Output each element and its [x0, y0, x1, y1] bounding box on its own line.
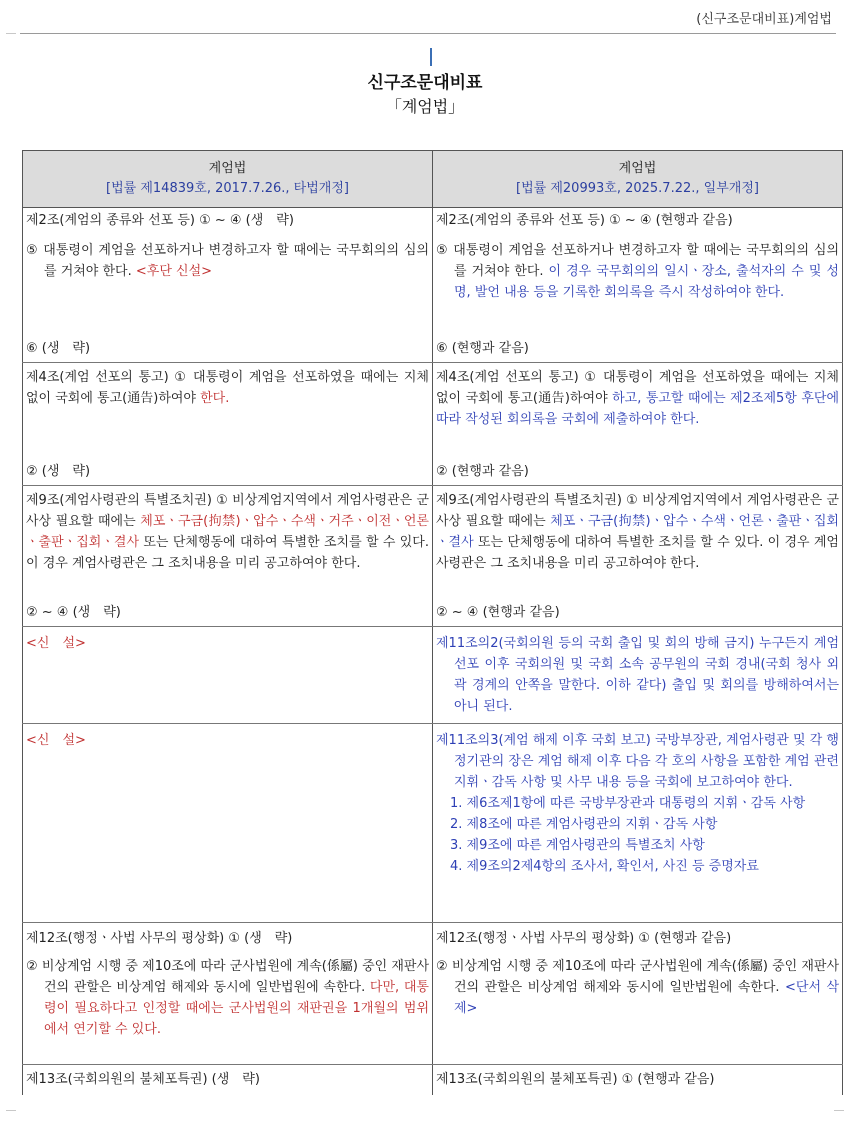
article-2-new-paragraph-6: ⑥ (현행과 같음): [436, 341, 529, 356]
new-cell: [433, 923, 843, 953]
page-corner-mark: [834, 1110, 844, 1121]
article-4-new-paragraph-1: [436, 367, 839, 430]
article-13-new-heading: 제13조(국회의원의 불체포특권) ① (현행과 같음): [436, 1072, 715, 1087]
article-9-new-paragraph-2: ② ~ ④ (현행과 같음): [436, 605, 560, 620]
table-row: [23, 724, 843, 923]
article-13-old-heading: 제13조(국회의원의 불체포특권) (생 략): [26, 1072, 260, 1087]
old-law-header: [23, 151, 433, 208]
table-row: [23, 600, 843, 627]
table-row: [23, 459, 843, 486]
paragraph-number: ⑤: [436, 243, 449, 258]
amended-text: 이 경우 국무회의의 일시ㆍ장소, 출석자의 수 및 성명, 발언 내용 등을 기록한 회의록을 즉시 작성하여야 한다.: [454, 264, 839, 300]
page-corner-mark: [6, 1110, 16, 1121]
table-row: [23, 486, 843, 601]
new-cell: [433, 363, 843, 460]
list-item: 1. 제6조제1항에 따른 국방부장관과 대통령의 지휘ㆍ감독 사항: [450, 796, 806, 811]
article-9-old-paragraph-1: [26, 490, 429, 574]
paragraph-text: 대통령이 계엄을 선포하거나 변경하고자 할 때에는 국무회의의 심의를 거쳐야 한다.: [43, 243, 429, 279]
article-11-3-old-new-provision-note: <신 설>: [26, 733, 86, 748]
paragraph-number: ⑤: [26, 243, 39, 258]
amended-text: 체포ㆍ구금(拘禁)ㆍ압수ㆍ수색ㆍ언론ㆍ출판ㆍ집회ㆍ결사: [436, 514, 839, 550]
new-law-header: [433, 151, 843, 208]
table-row: [23, 234, 843, 336]
old-cell: [23, 1065, 433, 1096]
old-cell: [23, 363, 433, 460]
article-4-old-paragraph-2: ② (생 략): [26, 464, 91, 479]
article-2-new-paragraph-5: [436, 240, 839, 303]
old-law-name: 계엄법: [208, 161, 247, 176]
article-2-old-heading: 제2조(계엄의 종류와 선포 등) ① ~ ④ (생 략): [26, 213, 294, 228]
deleted-note: <후단 신설>: [135, 264, 213, 279]
new-cell: [433, 336, 843, 363]
paragraph-number: ②: [436, 959, 448, 974]
comparison-table: [22, 150, 843, 1095]
old-cell: [23, 208, 433, 235]
new-cell: [433, 952, 843, 1065]
new-cell: [433, 627, 843, 724]
paragraph-text: 제9조(계엄사령관의 특별조치권) ① 비상계엄지역에서 계엄사령관은 군사상 필요할 때에는: [26, 493, 429, 529]
table-row: [23, 208, 843, 235]
old-cell: [23, 952, 433, 1065]
running-header: (신구조문대비표)계엄법: [696, 12, 832, 27]
article-2-old-paragraph-5: [26, 240, 429, 282]
paragraph-text: 또는 단체행동에 대하여 특별한 조치를 할 수 있다. 이 경우 계엄사령관은 그 조치내용을 미리 공고하여야 한다.: [26, 535, 429, 571]
article-12-old-paragraph-2: [26, 956, 429, 1040]
old-cell: [23, 486, 433, 601]
article-11-2-old-new-provision-note: <신 설>: [26, 636, 86, 651]
article-11-2-new-text: 제11조의2(국회의원 등의 국회 출입 및 회의 방해 금지) 누구든지 계엄 선포 이후 국회의원 및 국회 소속 공무원의 국회 경내(국회 청사 외곽 경계의 안쪽을 말한다. 이하 같다) 출입 및 회의를 방해하여서는 아니 된다.: [436, 636, 839, 714]
old-cell: [23, 234, 433, 336]
new-cell: [433, 486, 843, 601]
document-subtitle: 「계엄법」: [385, 97, 465, 116]
changed-text: 체포ㆍ구금(拘禁)ㆍ압수ㆍ수색ㆍ거주ㆍ이전ㆍ언론ㆍ출판ㆍ집회ㆍ결사: [26, 514, 429, 550]
paragraph-number: ②: [26, 959, 38, 974]
old-law-reference: [법률 제14839호, 2017.7.26., 타법개정]: [106, 181, 349, 196]
new-cell: [433, 208, 843, 235]
old-cell: [23, 600, 433, 627]
document-title: 신구조문대비표: [367, 73, 483, 93]
table-row: [23, 363, 843, 460]
paragraph-text: 비상계엄 시행 중 제10조에 따라 군사법원에 계속(係屬) 중인 재판사건의 관할은 비상계엄 해제와 동시에 일반법원에 속한다.: [451, 959, 840, 995]
article-12-new-paragraph-2: [436, 956, 839, 1019]
article-12-old-heading: 제12조(행정ㆍ사법 사무의 평상화) ① (생 략): [26, 931, 293, 946]
table-row: [23, 923, 843, 953]
old-cell: [23, 923, 433, 953]
text-cursor: [430, 48, 432, 66]
list-item: 4. 제9조의2제4항의 조사서, 확인서, 사진 등 증명자료: [450, 859, 759, 874]
header-rule: [20, 33, 836, 34]
article-2-new-heading: 제2조(계엄의 종류와 선포 등) ① ~ ④ (현행과 같음): [436, 213, 733, 228]
new-cell: [433, 234, 843, 336]
article-4-old-paragraph-1: [26, 367, 429, 409]
table-header-row: [23, 151, 843, 208]
table-row: [23, 1065, 843, 1096]
paragraph-text: 대통령이 계엄을 선포하거나 변경하고자 할 때에는 국무회의의 심의를 거쳐야 한다.: [453, 243, 839, 279]
old-cell: [23, 724, 433, 923]
article-12-new-heading: 제12조(행정ㆍ사법 사무의 평상화) ① (현행과 같음): [436, 931, 732, 946]
amended-text: <단서 삭제>: [454, 980, 839, 1016]
article-11-3-item-list: [436, 793, 839, 877]
new-law-name: 계엄법: [618, 161, 657, 176]
paragraph-text: 또는 단체행동에 대하여 특별한 조치를 할 수 있다. 이 경우 계엄사령관은 그 조치내용을 미리 공고하여야 한다.: [436, 535, 839, 571]
paragraph-text: 제4조(계엄 선포의 통고) ① 대통령이 계엄을 선포하였을 때에는 지체 없이 국회에 통고(通告)하여야: [436, 370, 839, 406]
article-11-3-new-text: 제11조의3(계엄 해제 이후 국회 보고) 국방부장관, 계엄사령관 및 각 행정기관의 장은 계엄 해제 이후 다음 각 호의 사항을 포함한 계엄 관련 지휘ㆍ감독 사항 및 사무 내용 등을 국회에 보고하여야 한다.: [436, 733, 839, 790]
paragraph-text: 제4조(계엄 선포의 통고) ① 대통령이 계엄을 선포하였을 때에는 지체 없이 국회에 통고(通告)하여야: [26, 370, 429, 406]
page-corner-mark: [6, 33, 16, 44]
article-2-old-paragraph-6: ⑥ (생 략): [26, 341, 91, 356]
new-cell: [433, 600, 843, 627]
new-cell: [433, 1065, 843, 1096]
table-row: [23, 627, 843, 724]
changed-text: 다만, 대통령이 필요하다고 인정할 때에는 군사법원의 재판권을 1개월의 범위에서 연기할 수 있다.: [44, 980, 429, 1037]
table-row: [23, 952, 843, 1065]
paragraph-text: 비상계엄 시행 중 제10조에 따라 군사법원에 계속(係屬) 중인 재판사건의 관할은 비상계엄 해제와 동시에 일반법원에 속한다.: [41, 959, 430, 995]
old-cell: [23, 459, 433, 486]
list-item: 3. 제9조에 따른 계엄사령관의 특별조치 사항: [450, 838, 705, 853]
old-cell: [23, 336, 433, 363]
old-cell: [23, 627, 433, 724]
changed-text: 한다.: [200, 391, 230, 406]
paragraph-text: 제9조(계엄사령관의 특별조치권) ① 비상계엄지역에서 계엄사령관은 군사상 필요할 때에는: [436, 493, 839, 529]
amended-text: 하고, 통고할 때에는 제2조제5항 후단에 따라 작성된 회의록을 국회에 제출하여야 한다.: [436, 391, 840, 427]
article-9-old-paragraph-2: ② ~ ④ (생 략): [26, 605, 121, 620]
article-4-new-paragraph-2: ② (현행과 같음): [436, 464, 529, 479]
new-cell: [433, 724, 843, 923]
list-item: 2. 제8조에 따른 계엄사령관의 지휘ㆍ감독 사항: [450, 817, 718, 832]
table-row: [23, 336, 843, 363]
new-cell: [433, 459, 843, 486]
new-law-reference: [법률 제20993호, 2025.7.22., 일부개정]: [516, 181, 759, 196]
article-9-new-paragraph-1: [436, 490, 839, 574]
